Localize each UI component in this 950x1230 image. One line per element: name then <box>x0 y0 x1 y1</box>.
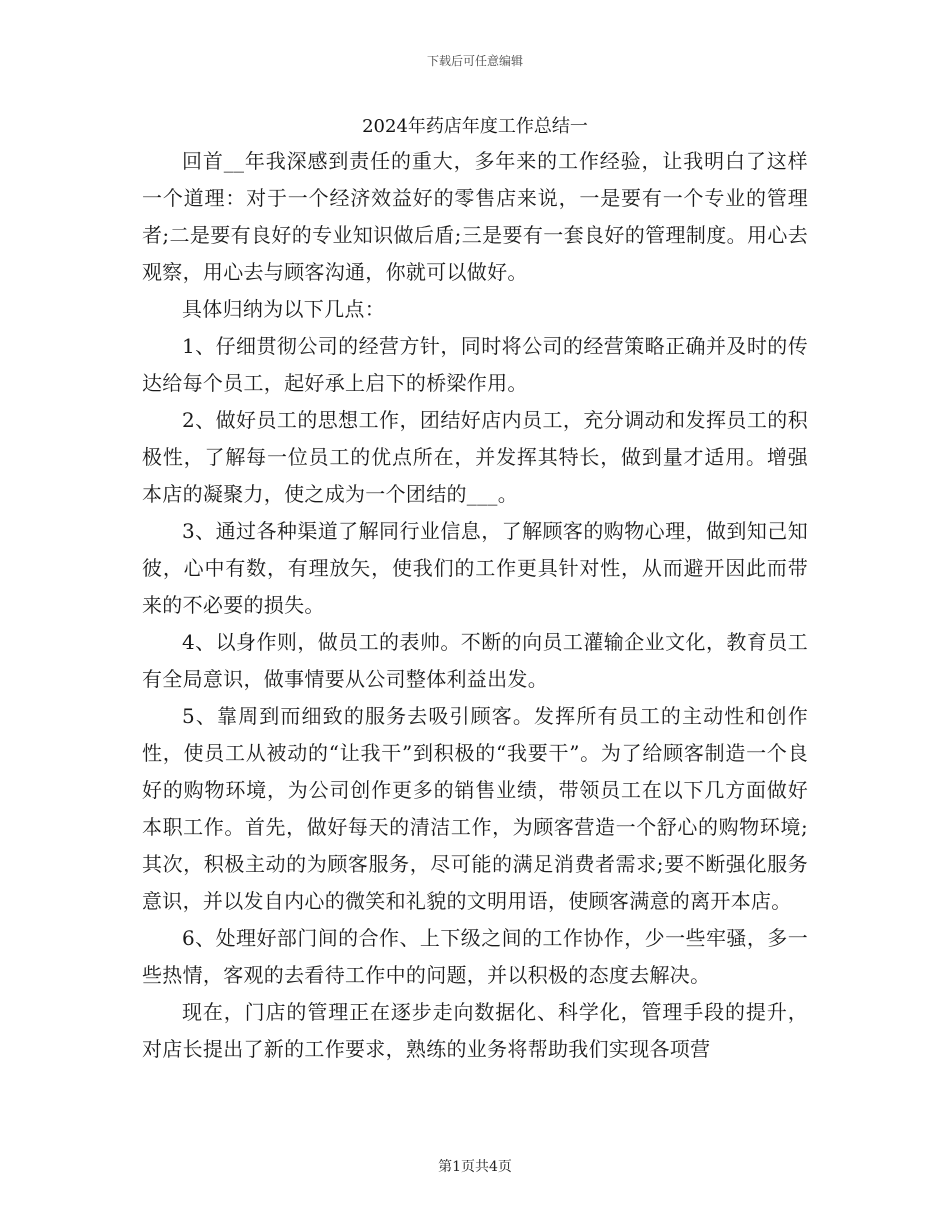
paragraph-intro: 回首__年我深感到责任的重大，多年来的工作经验，让我明白了这样一个道理：对于一个经济效益好的零售店来说，一是要有一个专业的管理者;二是要有良好的专业知识做后盾;三是要有一套良好的管理制度。用心去观察，用心去与顾客沟通，你就可以做好。 <box>142 149 808 284</box>
paragraph-current-status: 现在，门店的管理正在逐步走向数据化、科学化，管理手段的提升，对店长提出了新的工作要求，熟练的业务将帮助我们实现各项营 <box>142 1000 808 1061</box>
paragraph-point-4: 4、以身作则，做员工的表帅。不断的向员工灌输企业文化，教育员工有全局意识，做事情要从公司整体利益出发。 <box>142 630 808 691</box>
document-body <box>142 143 808 1068</box>
paragraph-point-2: 2、做好员工的思想工作，团结好店内员工，充分调动和发挥员工的积极性，了解每一位员工的优点所在，并发挥其特长，做到量才适用。增强本店的凝聚力，使之成为一个团结的___。 <box>142 408 808 506</box>
paragraph-point-3: 3、通过各种渠道了解同行业信息，了解顾客的购物心理，做到知己知彼，心中有数，有理放矢，使我们的工作更具针对性，从而避开因此而带来的不必要的损失。 <box>142 519 808 617</box>
paragraph-summary-lead: 具体归纳为以下几点： <box>182 297 385 321</box>
page-header-note: 下载后可任意编辑 <box>426 54 523 68</box>
paragraph-point-1: 1、仔细贯彻公司的经营方针，同时将公司的经营策略正确并及时的传达给每个员工，起好承上启下的桥梁作用。 <box>142 334 808 395</box>
page-footer-number: 第1页共4页 <box>438 1159 512 1175</box>
paragraph-point-6: 6、处理好部门间的合作、上下级之间的工作协作，少一些牢骚，多一些热情，客观的去看待工作中的问题，并以积极的态度去解决。 <box>142 926 808 987</box>
document-title: 2024年药店年度工作总结一 <box>362 116 588 137</box>
paragraph-point-5: 5、靠周到而细致的服务去吸引顾客。发挥所有员工的主动性和创作性，使员工从被动的“让我干”到积极的“我要干”。为了给顾客制造一个良好的购物环境，为公司创作更多的销售业绩，带领员工在以下几方面做好本职工作。首先，做好每天的清洁工作，为顾客营造一个舒心的购物环境;其次，积极主动的为顾客服务，尽可能的满足消费者需求;要不断强化服务意识，并以发自内心的微笑和礼貌的文明用语，使顾客满意的离开本店。 <box>142 704 808 913</box>
